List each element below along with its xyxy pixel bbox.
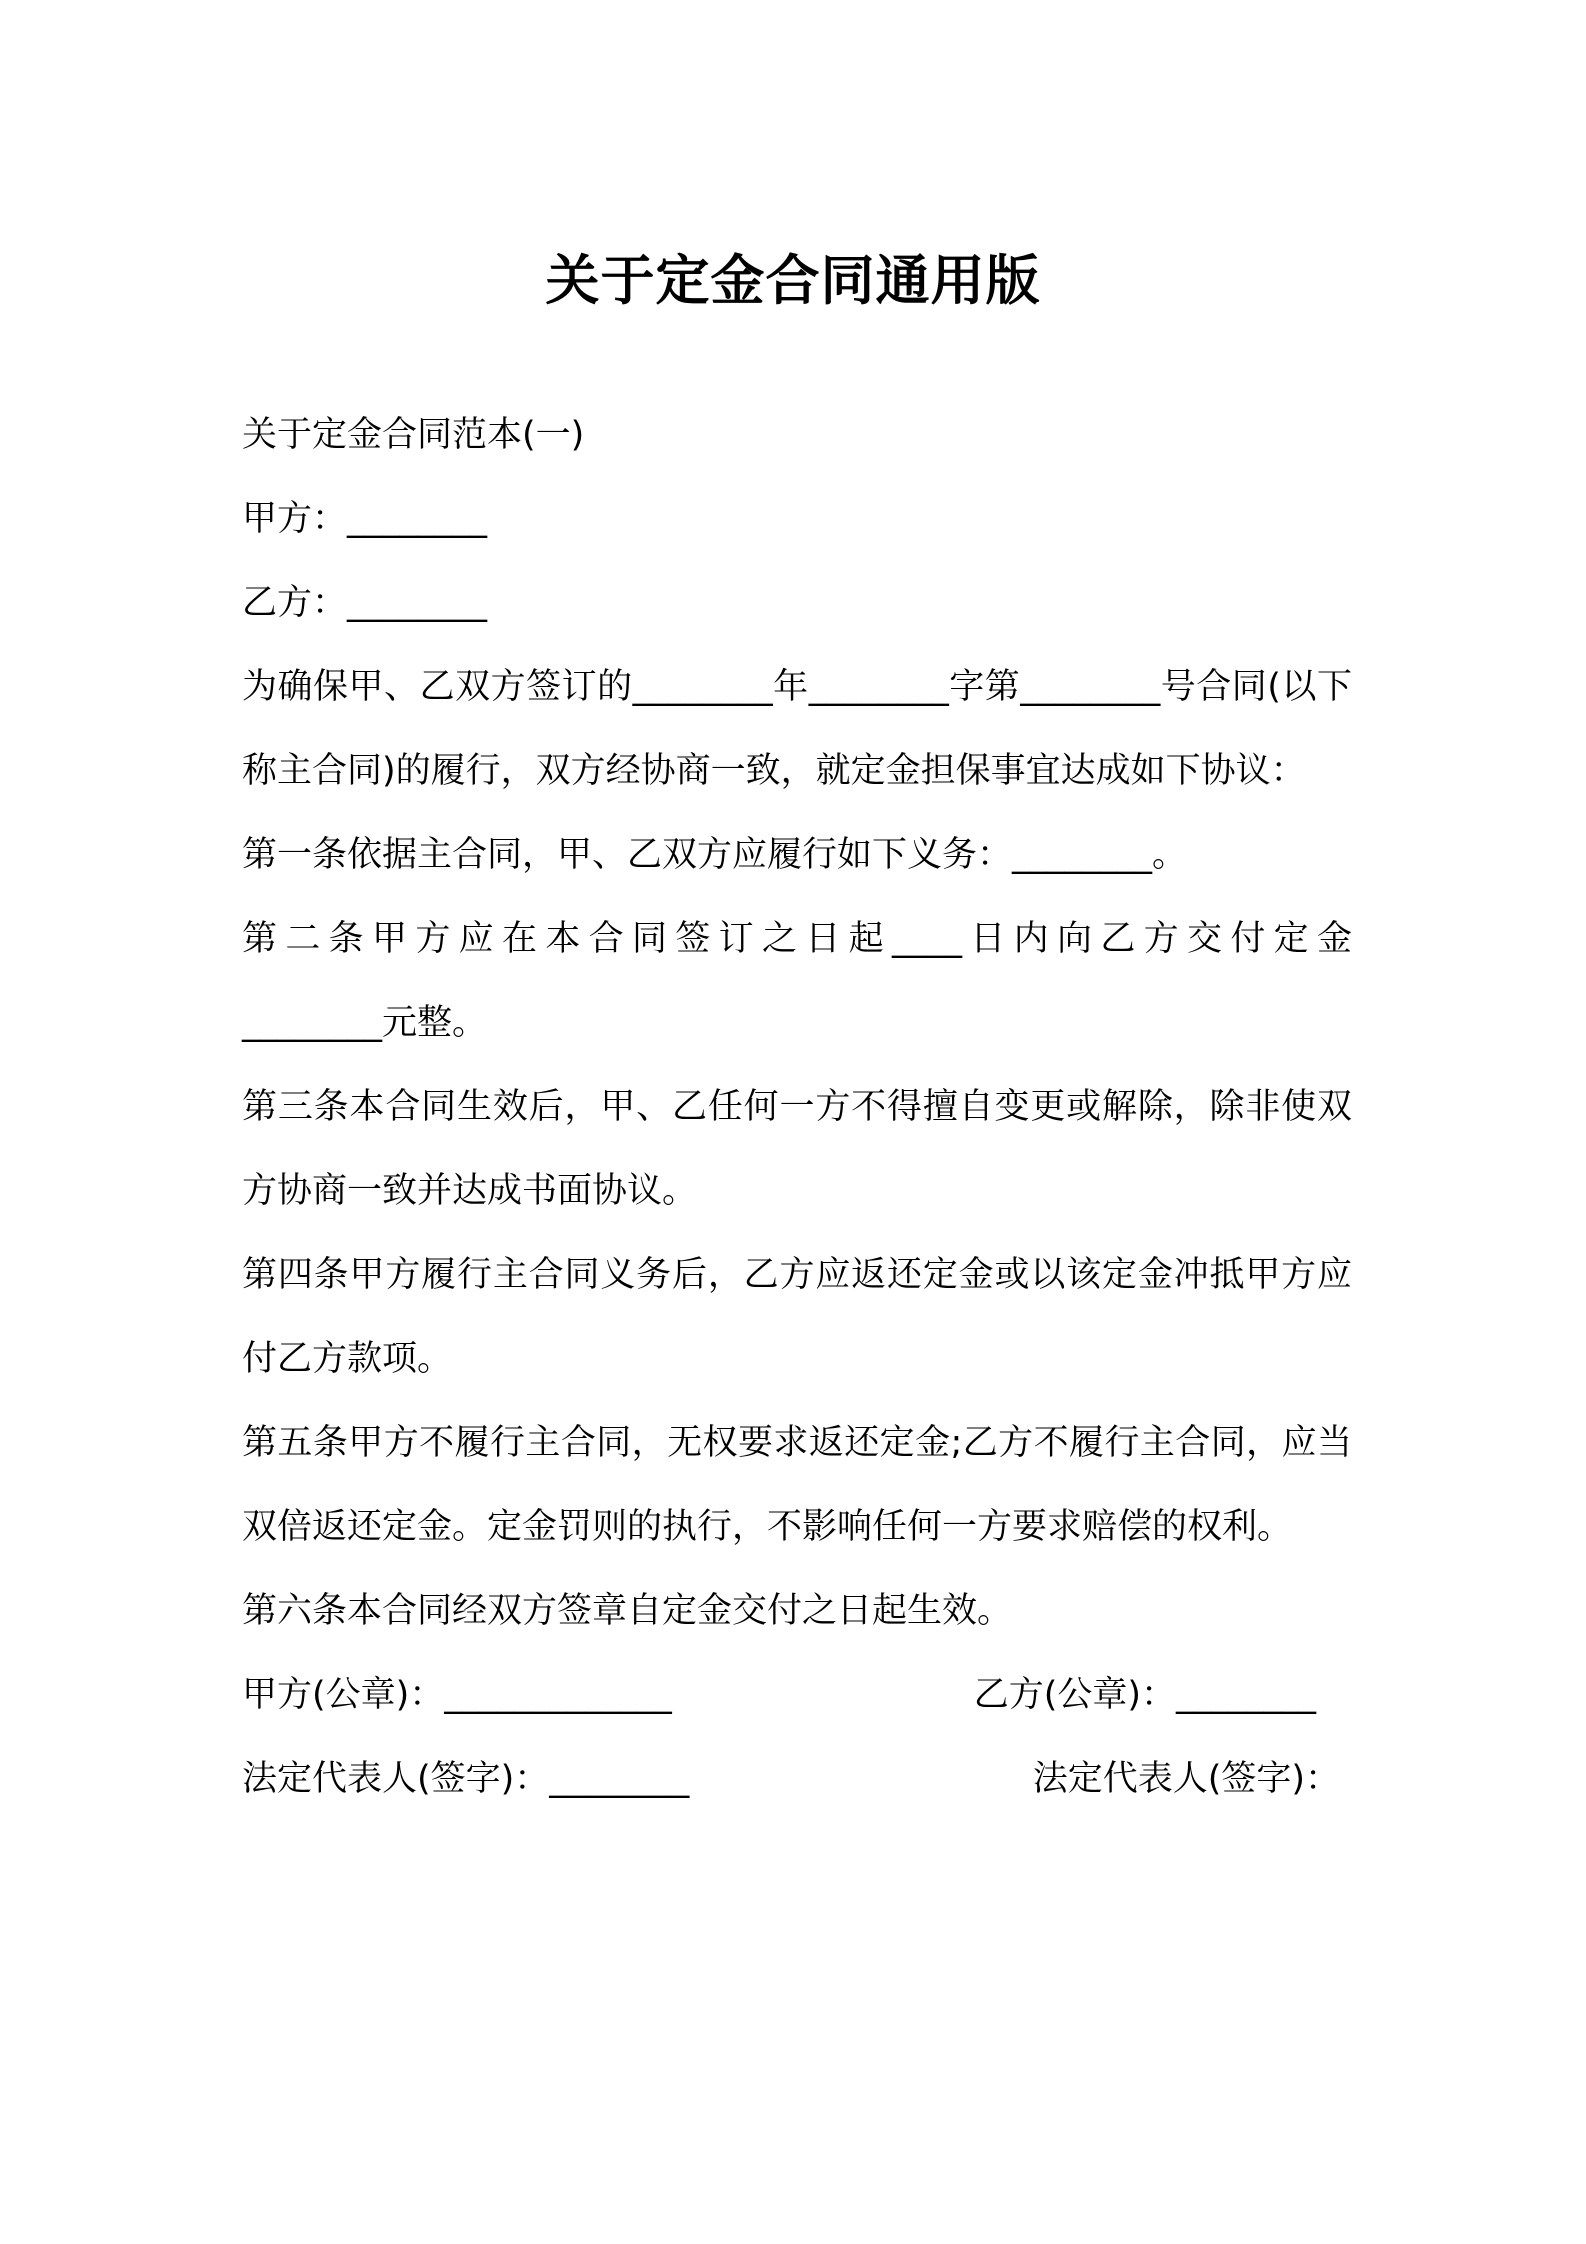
document-title: 关于定金合同通用版 <box>545 249 1041 313</box>
party-b-line: 乙方：________ <box>242 583 488 623</box>
party-a-seal: 甲方(公章)：_____________ <box>242 1675 672 1715</box>
party-b-representative: 法定代表人(签字)： <box>1032 1759 1340 1799</box>
article-5: 第五条甲方不履行主合同，无权要求返还定金;乙方不履行主合同，应当双倍返还定金。定金罚则的执行，不影响任何一方要求赔偿的权利。 <box>242 1423 1352 1547</box>
seal-signature-row <box>242 1653 1352 1737</box>
party-b-seal: 乙方(公章)：________ <box>973 1675 1316 1715</box>
article-3: 第三条本合同生效后，甲、乙任何一方不得擅自变更或解除，除非使双方协商一致并达成书面协议。 <box>242 1087 1352 1211</box>
article-2-line-1: 第二条甲方应在本合同签订之日起____日内向乙方交付定金 <box>242 919 1352 959</box>
article-2-line-2: ________元整。 <box>242 1003 488 1043</box>
document-subtitle: 关于定金合同范本(一) <box>242 415 585 455</box>
article-6: 第六条本合同经双方签章自定金交付之日起生效。 <box>242 1591 1013 1631</box>
contract-intro: 为确保甲、乙双方签订的________年________字第________号合同(以下称主合同)的履行，双方经协商一致，就定金担保事宜达成如下协议： <box>242 667 1352 791</box>
document-body <box>242 393 1352 1821</box>
article-1: 第一条依据主合同，甲、乙双方应履行如下义务：________。 <box>242 835 1188 875</box>
party-a-line: 甲方：________ <box>242 499 488 539</box>
party-a-representative: 法定代表人(签字)：________ <box>242 1759 690 1799</box>
representative-signature-row <box>242 1737 1352 1821</box>
article-4: 第四条甲方履行主合同义务后，乙方应返还定金或以该定金冲抵甲方应付乙方款项。 <box>242 1255 1352 1379</box>
